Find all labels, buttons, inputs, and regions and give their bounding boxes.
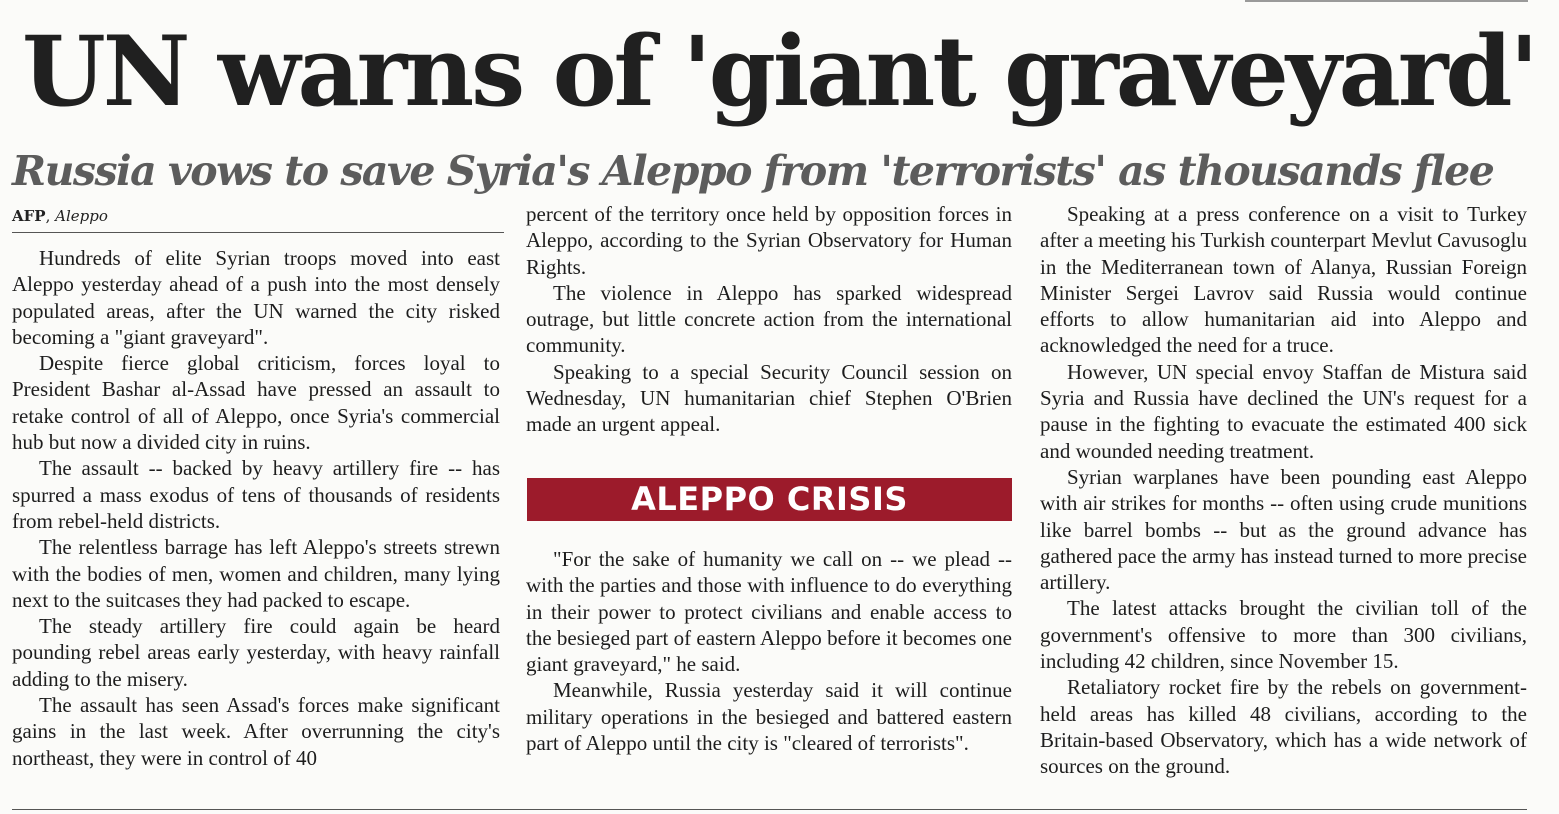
article-column-2-top bbox=[526, 201, 1012, 438]
top-rule bbox=[1245, 0, 1528, 2]
paragraph: However, UN special envoy Staffan de Mistura said Syria and Russia have declined the UN's request for a pause in the fighting to evacuate the estimated 400 sick and wounded needing treatment. bbox=[1040, 359, 1527, 463]
paragraph: Meanwhile, Russia yesterday said it will continue military operations in the besieged and battered eastern part of Aleppo until the city is "cleared of terrorists". bbox=[526, 678, 1012, 756]
byline-agency: AFP bbox=[12, 207, 46, 225]
byline-separator: , bbox=[45, 207, 51, 225]
paragraph: The violence in Aleppo has sparked widespread outrage, but little concrete action from the international community. bbox=[526, 280, 1012, 358]
paragraph: Retaliatory rocket fire by the rebels on government-held areas has killed 48 civilians, according to the Britain-based Observatory, which has a wide network of sources on the ground. bbox=[1040, 675, 1527, 779]
byline bbox=[12, 204, 108, 228]
paragraph: The assault -- backed by heavy artillery fire -- has spurred a mass exodus of tens of thousands of residents from rebel-held districts. bbox=[12, 456, 500, 533]
paragraph: Speaking to a special Security Council session on Wednesday, UN humanitarian chief Stephen O'Brien made an urgent appeal. bbox=[526, 359, 1012, 437]
paragraph: Speaking at a press conference on a visit to Turkey after a meeting his Turkish counterpart Mevlut Cavusoglu in the Mediterranean town of Alanya, Russian Foreign Minister Sergei Lavrov said Russia would continue efforts to allow humanitarian aid into Aleppo and acknowledged the need for a truce. bbox=[1040, 202, 1528, 358]
article-column-2-bottom bbox=[526, 546, 1012, 756]
section-banner: ALEPPO CRISIS bbox=[527, 478, 1012, 521]
paragraph: The steady artillery fire could again be heard pounding rebel areas early yesterday, with heavy rainfall adding to the misery. bbox=[12, 614, 500, 691]
paragraph: Despite fierce global criticism, forces loyal to President Bashar al-Assad have pressed an assault to retake control of all of Aleppo, once Syria's commercial hub but now a divided city in ruins. bbox=[12, 351, 500, 455]
paragraph: The relentless barrage has left Aleppo's streets strewn with the bodies of men, women and children, many lying next to the suitcases they had packed to escape. bbox=[12, 535, 500, 612]
paragraph: percent of the territory once held by opposition forces in Aleppo, according to the Syrian Observatory for Human Rights. bbox=[526, 202, 1012, 279]
bottom-rule bbox=[12, 809, 1527, 810]
paragraph: Hundreds of elite Syrian troops moved into east Aleppo yesterday ahead of a push into the most densely populated areas, after the UN warned the city risked becoming a "giant graveyard". bbox=[12, 246, 500, 349]
paragraph: The assault has seen Assad's forces make significant gains in the last week. After overrunning the city's northeast, they were in control of 40 bbox=[12, 693, 500, 770]
paragraph: The latest attacks brought the civilian toll of the government's offensive to more than 300 civilians, including 42 children, since November 15. bbox=[1040, 596, 1527, 674]
headline: UN warns of 'giant graveyard' bbox=[22, 15, 1536, 128]
paragraph: Syrian warplanes have been pounding east Aleppo with air strikes for months -- often using crude munitions like barrel bombs -- but as the ground advance has gathered pace the army has instead turned to more precise artillery. bbox=[1040, 464, 1527, 595]
byline-rule bbox=[12, 232, 504, 233]
article-column-1 bbox=[12, 245, 500, 771]
article-column-3 bbox=[1040, 201, 1527, 780]
byline-location: Aleppo bbox=[55, 207, 108, 225]
subheadline: Russia vows to save Syria's Aleppo from 'terrorists' as thousands flee bbox=[12, 147, 1494, 195]
paragraph: "For the sake of humanity we call on -- we plead -- with the parties and those with influence to do everything in their power to protect civilians and enable access to the besieged part of eastern Aleppo before it becomes one giant graveyard," he said. bbox=[526, 547, 1012, 677]
